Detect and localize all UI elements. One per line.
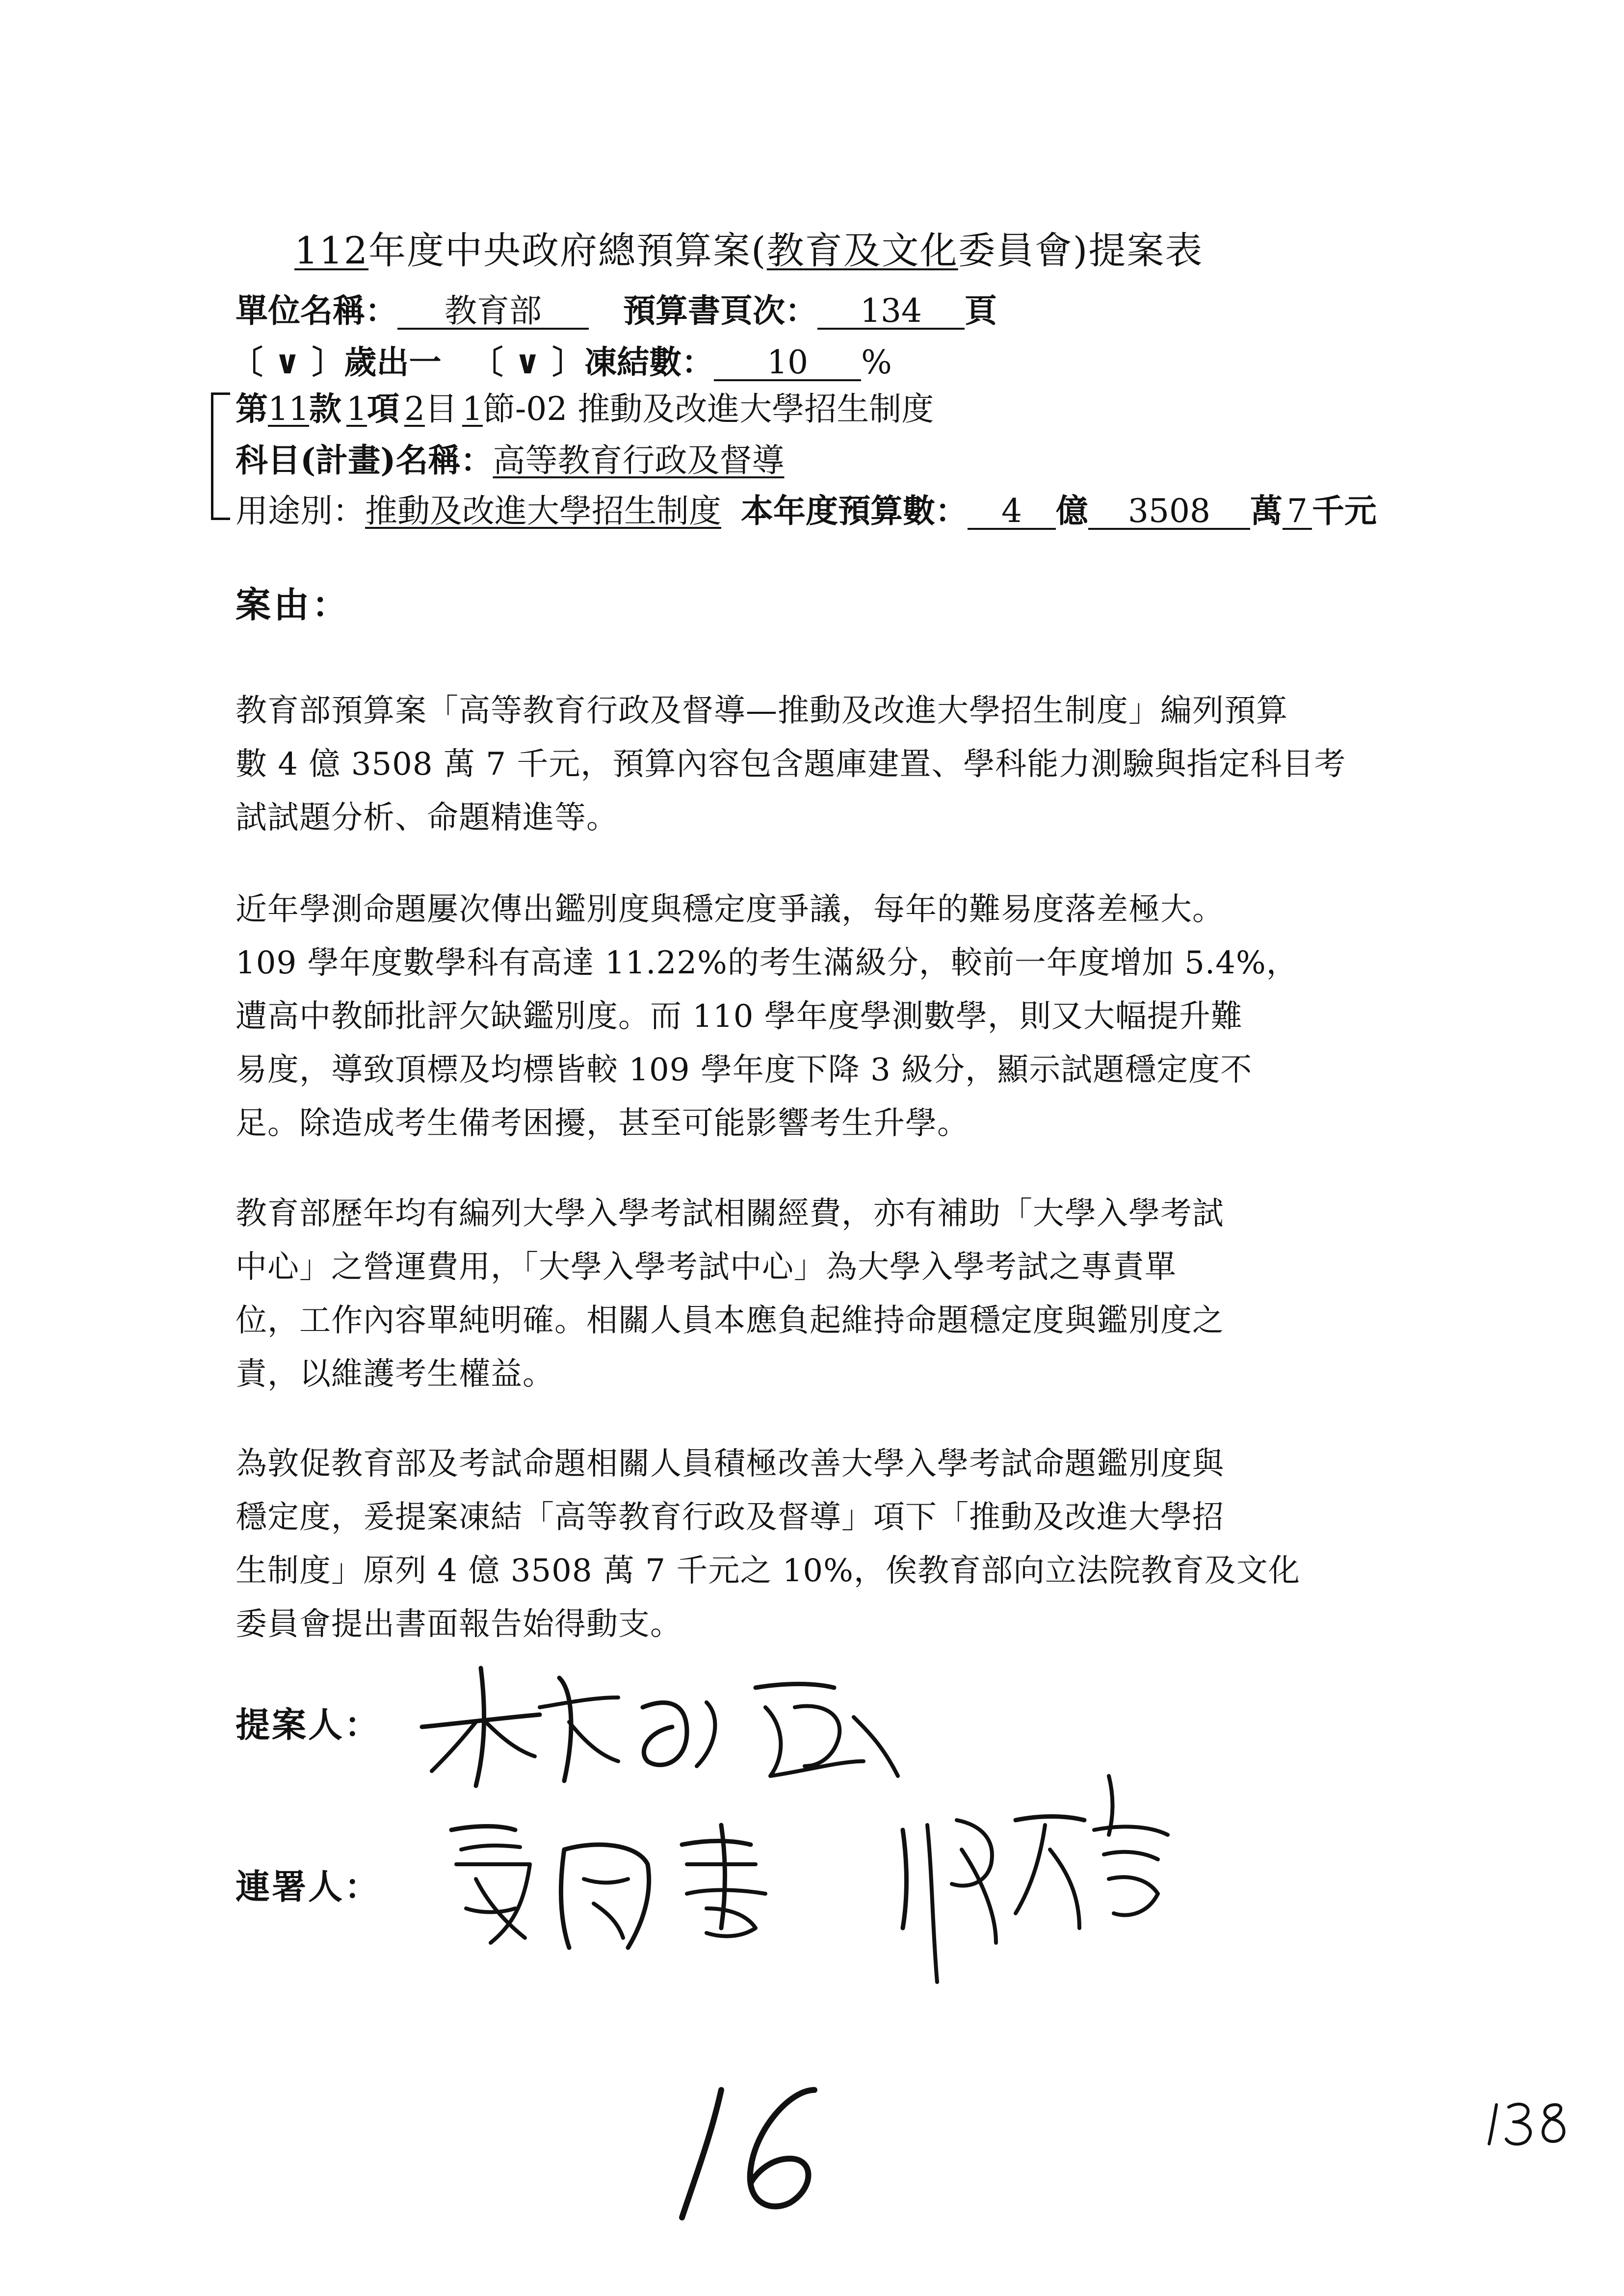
item-bracket bbox=[211, 392, 230, 520]
page-value: 134 bbox=[817, 294, 965, 330]
subject-line bbox=[236, 434, 784, 481]
cosigner-label: 連署人： bbox=[236, 1866, 381, 1907]
proposer-signature bbox=[412, 1648, 952, 1805]
cosigner-signature-1 bbox=[432, 1810, 814, 1972]
jie-label: 節-02 推動及改進大學招生制度 bbox=[482, 390, 934, 428]
xiang-number: 1 bbox=[346, 390, 367, 428]
mu-number: 2 bbox=[404, 390, 425, 428]
mu-label: 目 bbox=[424, 390, 457, 428]
usage-line bbox=[236, 485, 1377, 531]
freeze-unit: % bbox=[861, 343, 892, 381]
amount-label: 本年度預算數： bbox=[741, 492, 968, 530]
expenditure-check: 〔 ∨ 〕歲出一 bbox=[231, 343, 442, 381]
title-year: 112 bbox=[294, 229, 369, 272]
qian-label: 千元 bbox=[1312, 492, 1377, 530]
amount-qian: 7 bbox=[1283, 494, 1312, 530]
reason-heading: 案由： bbox=[236, 584, 351, 626]
reason-paragraph-2: 近年學測命題屢次傳出鑑別度與穩定度爭議，每年的難易度落差極大。 109 學年度數學科有高達 11.22%的考生滿級分，較前一年度增加 5.4%， 遭高中教師批評欠缺鑑別度。而 110 學年度學測數學，則又大幅提升難 易度，導致頂標及均標皆較 109 學年度下降 3 級分，顯示試題穩定度不 足。除造成考生備考困擾，甚至可能影響考生升學。 bbox=[236, 891, 1298, 1142]
form-title bbox=[294, 221, 1203, 274]
freeze-check: 〔 ∨ 〕凍結數： bbox=[471, 343, 714, 381]
page-unit: 頁 bbox=[965, 291, 997, 330]
proposer-label: 提案人： bbox=[236, 1704, 381, 1745]
cosigner-signature-2 bbox=[883, 1766, 1187, 2002]
item-prefix: 第 bbox=[236, 390, 268, 428]
freeze-value: 10 bbox=[714, 345, 861, 381]
unit-label: 單位名稱： bbox=[236, 291, 397, 330]
amount-wan: 3508 bbox=[1088, 494, 1250, 530]
page-label: 預算書頁次： bbox=[623, 291, 817, 330]
handwritten-corner-number bbox=[1482, 2095, 1580, 2154]
unit-line bbox=[236, 285, 997, 331]
usage-value: 推動及改進大學招生制度 bbox=[365, 492, 721, 530]
amount-yi: 4 bbox=[968, 494, 1056, 530]
budget-item-line bbox=[236, 383, 934, 429]
kuan-number: 11 bbox=[268, 390, 309, 428]
unit-value: 教育部 bbox=[397, 294, 589, 330]
reason-paragraph-4: 為敦促教育部及考試命題相關人員積極改善大學入學考試命題鑑別度與 穩定度，爰提案凍結「高等教育行政及督導」項下「推動及改進大學招 生制度」原列 4 億 3508 萬 7 千元之 10%，俟教育部向立法院教育及文化 委員會提出書面報告始得動支。 bbox=[236, 1446, 1300, 1643]
type-line bbox=[231, 336, 892, 383]
reason-paragraph-1: 教育部預算案「高等教育行政及督導—推動及改進大學招生制度」編列預算 數 4 億 3508 萬 7 千元，預算內容包含題庫建置、學科能力測驗與指定科目考 試試題分析、命題精進等。 bbox=[236, 693, 1346, 836]
xiang-label: 項 bbox=[367, 390, 399, 428]
kuan-label: 款 bbox=[309, 390, 341, 428]
usage-label: 用途別： bbox=[236, 492, 365, 530]
yi-label: 億 bbox=[1056, 492, 1088, 530]
handwritten-page-number bbox=[667, 2070, 844, 2232]
wan-label: 萬 bbox=[1250, 492, 1283, 530]
title-committee: 教育及文化 bbox=[766, 229, 958, 272]
jie-number: 1 bbox=[462, 390, 483, 428]
subject-label: 科目(計畫)名稱： bbox=[236, 441, 493, 479]
subject-value: 高等教育行政及督導 bbox=[493, 442, 785, 479]
title-text-2: 委員會)提案表 bbox=[958, 229, 1204, 272]
title-text-1: 年度中央政府總預算案( bbox=[368, 229, 767, 272]
reason-paragraph-3: 教育部歷年均有編列大學入學考試相關經費，亦有補助「大學入學考試 中心」之營運費用，「大學入學考試中心」為大學入學考試之專責單 位，工作內容單純明確。相關人員本應負起維持命題穩定度與鑑別度之 責，以維護考生權益。 bbox=[236, 1196, 1224, 1392]
